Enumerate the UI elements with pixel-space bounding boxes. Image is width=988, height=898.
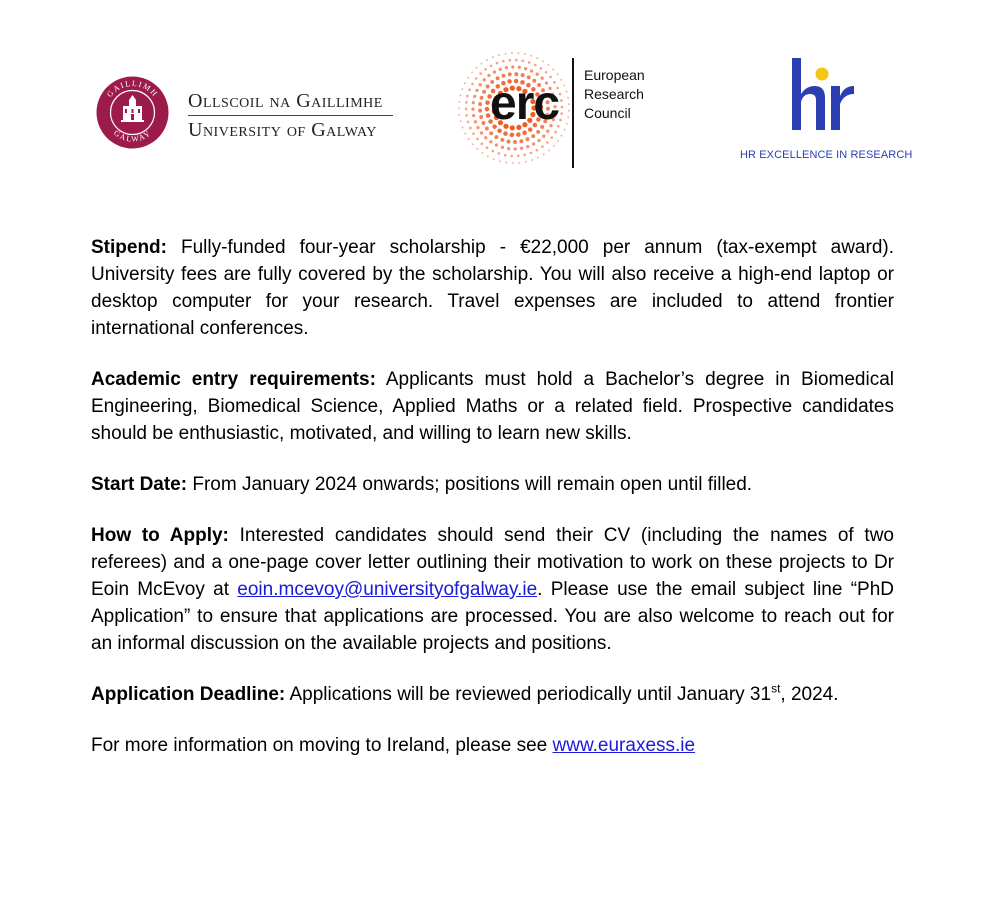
erc-dot bbox=[483, 78, 486, 81]
erc-dot bbox=[479, 83, 482, 86]
erc-dot bbox=[561, 135, 563, 137]
deadline-text-end: , 2024. bbox=[780, 684, 839, 705]
contact-email-link[interactable]: eoin.mcevoy@universityofgalway.ie bbox=[237, 579, 538, 600]
academic-requirements-label: Academic entry requirements: bbox=[91, 369, 376, 390]
erc-dot bbox=[501, 146, 504, 149]
erc-dot bbox=[505, 162, 507, 164]
seal-bottom-text: GALWAY bbox=[111, 128, 154, 144]
erc-dot bbox=[508, 59, 511, 62]
erc-dot bbox=[568, 110, 570, 112]
erc-dot bbox=[479, 72, 482, 75]
erc-dot bbox=[536, 130, 540, 134]
erc-dot bbox=[531, 159, 533, 161]
erc-dot bbox=[528, 61, 531, 64]
erc-dot bbox=[537, 139, 540, 142]
erc-dot bbox=[495, 143, 498, 146]
erc-dot bbox=[467, 77, 469, 79]
erc-dot bbox=[462, 127, 464, 129]
stipend-label: Stipend: bbox=[91, 237, 167, 258]
erc-dot bbox=[512, 162, 514, 164]
erc-name-line: Council bbox=[584, 105, 631, 121]
erc-dot bbox=[503, 131, 508, 136]
erc-dot bbox=[461, 88, 463, 90]
erc-dot bbox=[554, 131, 557, 134]
stipend-text: Fully-funded four-year scholarship - €22,000 per annum (tax-exempt award). University fees are fully covered by the scholarship. You will also receive a high-end laptop or desktop computer for your research. Travel expenses are included to attend frontier international conferences. bbox=[91, 237, 894, 339]
erc-dot bbox=[513, 140, 517, 144]
erc-dot bbox=[481, 152, 483, 154]
deadline-label: Application Deadline: bbox=[91, 684, 286, 705]
erc-dot bbox=[478, 102, 482, 106]
erc-dot bbox=[515, 59, 518, 62]
erc-dot bbox=[499, 68, 502, 71]
erc-dot bbox=[548, 149, 550, 151]
erc-dot bbox=[460, 120, 462, 122]
erc-dot bbox=[547, 64, 549, 66]
erc-dot bbox=[491, 150, 494, 153]
erc-dot bbox=[566, 123, 568, 125]
erc-dot bbox=[542, 135, 545, 138]
erc-dot bbox=[517, 154, 520, 157]
erc-dot bbox=[507, 140, 511, 144]
erc-dot bbox=[459, 95, 461, 97]
erc-dot bbox=[498, 54, 500, 56]
erc-dot bbox=[557, 140, 559, 142]
galway-name-english: University of Galway bbox=[188, 119, 377, 141]
erc-dot bbox=[499, 160, 501, 162]
how-to-apply-label: How to Apply: bbox=[91, 525, 229, 546]
erc-dot bbox=[560, 112, 563, 115]
erc-dot bbox=[563, 84, 565, 86]
erc-dot bbox=[472, 143, 474, 145]
erc-dot bbox=[493, 158, 495, 160]
erc-dot bbox=[484, 68, 487, 71]
erc-dot bbox=[458, 107, 460, 109]
erc-dot bbox=[489, 131, 493, 135]
erc-dot bbox=[485, 107, 490, 112]
erc-dot bbox=[473, 95, 476, 98]
erc-dot bbox=[466, 95, 469, 98]
erc-dot bbox=[552, 68, 554, 70]
erc-dot bbox=[543, 153, 545, 155]
erc-dot bbox=[525, 161, 527, 163]
erc-dot bbox=[550, 136, 553, 139]
erc-dot bbox=[537, 157, 539, 159]
erc-dot bbox=[480, 131, 483, 134]
erc-divider bbox=[572, 58, 574, 168]
erc-dot bbox=[511, 65, 514, 68]
erc-dot bbox=[478, 109, 482, 113]
erc-dot bbox=[472, 114, 475, 117]
erc-dot bbox=[526, 137, 530, 141]
erc-dot bbox=[568, 103, 570, 105]
erc-dot bbox=[500, 138, 504, 142]
erc-dot bbox=[559, 119, 562, 122]
erc-dot bbox=[465, 101, 468, 104]
erc-dot bbox=[519, 139, 523, 143]
erc-dot bbox=[468, 138, 470, 140]
erc-dot bbox=[472, 132, 475, 135]
erc-dot bbox=[523, 153, 526, 156]
erc-dot bbox=[534, 64, 537, 67]
erc-dot bbox=[476, 138, 479, 141]
erc-dot bbox=[489, 140, 492, 143]
erc-dot bbox=[482, 121, 486, 125]
erc-dot bbox=[484, 136, 487, 139]
hr-caption: HR EXCELLENCE IN RESEARCH bbox=[740, 149, 913, 161]
how-to-apply-text-continued: . Please use the email subject line “PhD Application” to ensure that applications are processed. You are also welcome to reach out for an informal discussion on the available projects and positions. bbox=[91, 579, 895, 654]
university-of-galway-logo bbox=[96, 76, 396, 152]
erc-dot bbox=[520, 147, 523, 150]
erc-dot bbox=[518, 162, 520, 164]
erc-dot bbox=[481, 142, 484, 145]
erc-logo bbox=[442, 50, 672, 170]
erc-dot bbox=[497, 152, 500, 155]
erc-dot bbox=[514, 72, 518, 76]
job-details bbox=[91, 234, 894, 759]
how-to-apply-text: Interested candidates should send their CV (including the names of two referees) and a one-page cover letter outlining their motivation to work on these projects to Dr Eoin McEvoy at bbox=[91, 525, 894, 600]
seal-top-text: GAILLIMH bbox=[105, 78, 160, 99]
erc-dot bbox=[524, 67, 527, 70]
more-info-text: For more information on moving to Ireland, please see bbox=[91, 735, 553, 756]
erc-dot bbox=[560, 99, 563, 102]
start-date-text: From January 2024 onwards; positions will remain open until filled. bbox=[187, 474, 753, 495]
erc-dot bbox=[526, 145, 529, 148]
deadline-paragraph bbox=[91, 681, 894, 708]
erc-dot bbox=[479, 115, 483, 119]
erc-dot bbox=[467, 121, 470, 124]
erc-dot bbox=[494, 135, 498, 139]
erc-dot bbox=[532, 142, 535, 145]
erc-dot bbox=[531, 134, 535, 138]
erc-dot bbox=[471, 108, 474, 111]
erc-dot bbox=[567, 116, 569, 118]
erc-dot bbox=[546, 141, 549, 144]
erc-dot bbox=[476, 126, 479, 129]
hr-excellence-logo bbox=[740, 52, 913, 168]
erc-dot bbox=[540, 67, 543, 70]
erc-dot bbox=[536, 57, 538, 59]
erc-dot bbox=[474, 120, 477, 123]
erc-dot bbox=[542, 60, 544, 62]
erc-dot bbox=[557, 73, 559, 75]
more-info-paragraph bbox=[91, 732, 894, 759]
erc-dot bbox=[505, 53, 507, 55]
academic-requirements-paragraph bbox=[91, 366, 894, 447]
deadline-text: Applications will be reviewed periodically until January 31 bbox=[285, 684, 772, 705]
erc-dot bbox=[485, 127, 489, 131]
stipend-paragraph bbox=[91, 234, 894, 342]
erc-dot bbox=[522, 131, 527, 136]
erc-dot bbox=[511, 52, 513, 54]
erc-dot bbox=[468, 88, 471, 91]
erc-name-line: European bbox=[584, 67, 645, 83]
erc-dot bbox=[536, 73, 539, 76]
euraxess-link[interactable]: www.euraxess.ie bbox=[552, 735, 696, 756]
erc-name-line: Research bbox=[584, 86, 644, 102]
erc-dot bbox=[530, 55, 532, 57]
erc-dot bbox=[475, 89, 478, 92]
erc-dot bbox=[493, 70, 496, 73]
erc-dot bbox=[566, 91, 568, 93]
erc-dot bbox=[492, 56, 494, 58]
erc-dot bbox=[530, 152, 533, 155]
erc-dot bbox=[553, 145, 555, 147]
erc-dot bbox=[545, 71, 548, 74]
erc-dot bbox=[471, 83, 474, 86]
erc-dot bbox=[510, 133, 515, 138]
erc-dot bbox=[546, 130, 549, 133]
galway-name-irish: Ollscoil na Gaillimhe bbox=[188, 90, 383, 112]
erc-dot bbox=[561, 106, 564, 109]
erc-dot bbox=[518, 52, 520, 54]
galway-divider bbox=[188, 115, 393, 116]
erc-dot bbox=[564, 129, 566, 131]
deadline-ordinal-suffix: st bbox=[771, 681, 781, 696]
erc-dot bbox=[508, 72, 512, 76]
erc-dot bbox=[465, 114, 468, 117]
erc-dot bbox=[514, 147, 517, 150]
galway-seal-icon bbox=[96, 76, 169, 149]
erc-dot bbox=[510, 155, 513, 158]
erc-dot bbox=[530, 69, 533, 72]
erc-mark: erc bbox=[490, 77, 560, 130]
erc-dot bbox=[472, 101, 475, 104]
erc-dot bbox=[521, 59, 524, 62]
erc-dot bbox=[516, 132, 521, 137]
erc-dot bbox=[486, 146, 489, 149]
erc-dot bbox=[541, 145, 544, 148]
erc-dot bbox=[560, 79, 562, 81]
erc-dot bbox=[487, 155, 489, 157]
erc-dot bbox=[476, 148, 478, 150]
erc-dot bbox=[505, 66, 508, 69]
erc-dot bbox=[480, 96, 484, 100]
erc-dot bbox=[458, 114, 460, 116]
erc-dot bbox=[567, 97, 569, 99]
erc-dot bbox=[496, 62, 499, 65]
erc-dot bbox=[482, 90, 486, 94]
erc-dot bbox=[518, 66, 521, 69]
erc-dot bbox=[476, 67, 478, 69]
erc-dot bbox=[524, 53, 526, 55]
erc-dot bbox=[469, 127, 472, 130]
erc-dot bbox=[507, 147, 510, 150]
erc-dot bbox=[471, 71, 473, 73]
erc-dot bbox=[465, 108, 468, 111]
erc-dot bbox=[536, 149, 539, 152]
how-to-apply-paragraph bbox=[91, 522, 894, 657]
erc-name bbox=[584, 66, 645, 123]
erc-dot bbox=[458, 101, 460, 103]
erc-dot bbox=[464, 133, 466, 135]
erc-dot bbox=[490, 64, 493, 67]
erc-dot bbox=[504, 154, 507, 157]
start-date-label: Start Date: bbox=[91, 474, 188, 495]
start-date-paragraph bbox=[91, 471, 894, 498]
erc-dot bbox=[464, 82, 466, 84]
erc-dot bbox=[481, 63, 483, 65]
hr-mark-icon bbox=[740, 52, 900, 147]
erc-dot bbox=[475, 77, 478, 80]
erc-dot bbox=[486, 59, 488, 61]
erc-dot bbox=[502, 60, 505, 63]
academic-requirements-text: Applicants must hold a Bachelor’s degree in Biomedical Engineering, Biomedical Science, Applied Maths or a related field. Prospective candidates should be enthusiastic, motivated, and willing to learn new skills. bbox=[91, 369, 894, 444]
